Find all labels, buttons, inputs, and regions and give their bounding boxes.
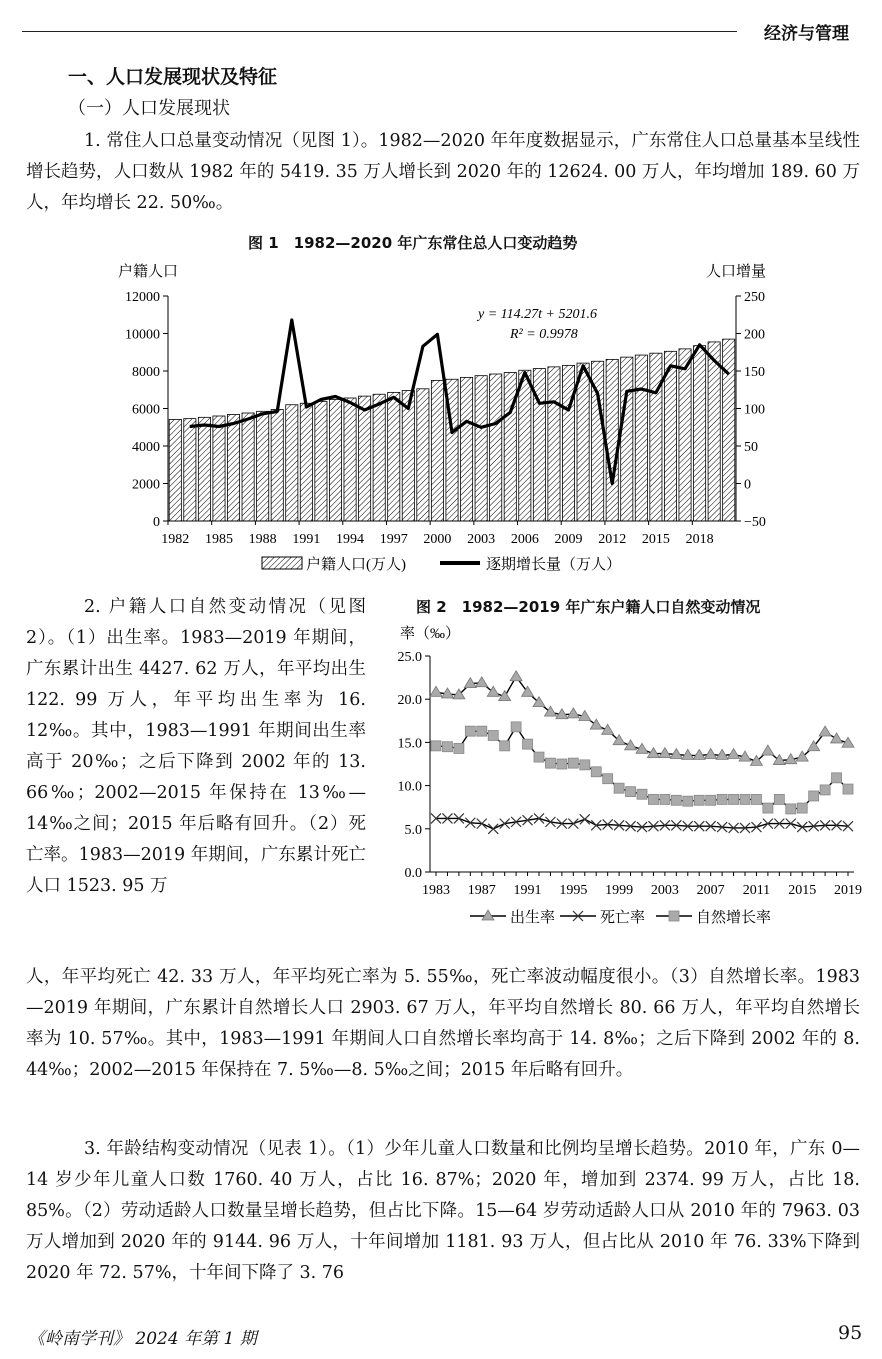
paragraph-3: 3. 年龄结构变动情况（见表 1）。（1）少年儿童人口数量和比例均呈增长趋势。2010 年，广东 0—14 岁少年儿童人口数 1760. 40 万人，占比 16. 87%；2020 年，增加到 2374. 99 万人，占比 18. 85%。（2）劳动适龄人口数量呈增长趋势，但占比下降。15—64 岁劳动适龄人口从 2010 年的 7963. 03 万人增加到 2020 年的 9144. 96 万人，十年间增加 1181. 93 万人，但占比从 2010 年 76. 33%下降到 2020 年 72. 57%，十年间下降了 3. 76 <box>26 1139 860 1283</box>
figure-1-bar <box>490 374 502 521</box>
figure-1-bar <box>475 376 487 521</box>
figure-1-bar <box>431 380 443 521</box>
paragraph-2-column: 2. 户籍人口自然变动情况（见图 2）。（1）出生率。1983—2019 年期间，广东累计出生 4427. 62 万人，年平均出生 122. 99 万人，年平均出生率为 16. 12‰。其中，1983—1991 年期间出生率高于 20‰；之后下降到 2002 年的 13. 66‰；2002—2015 年保持在 13‰—14‰之间；2015 年后略有回升。（2）死亡率。1983—2019 年期间，广东累计死亡人口 1523. 95 万 <box>26 597 366 896</box>
figure-1-bar <box>606 359 618 521</box>
figure-2-x-tick-label: 2007 <box>696 883 725 898</box>
birth-rate-point <box>728 748 740 758</box>
figure-1-bar <box>694 346 706 521</box>
figure-1-x-tick-label: 2003 <box>467 532 496 547</box>
figure-1-left-axis-label: 户籍人口 <box>118 264 179 280</box>
natural-growth-point <box>820 785 830 795</box>
figure-1-bar <box>227 415 239 522</box>
natural-growth-point <box>729 794 739 804</box>
footer-journal: 《岭南学刊》 2024 年第 1 期 <box>28 1329 257 1349</box>
figure-1-right-tick-label: 100 <box>744 402 765 418</box>
figure-1-bar <box>184 419 196 521</box>
figure-1-bar <box>213 416 225 521</box>
header-rule <box>22 31 737 32</box>
figure-1-x-tick-label: 1997 <box>379 532 408 547</box>
figure-1-x-tick-label: 2018 <box>685 532 714 547</box>
natural-growth-point <box>694 795 704 805</box>
natural-growth-point <box>843 784 853 794</box>
figure-1-bar <box>621 357 633 521</box>
natural-growth-point <box>442 742 452 752</box>
figure-1-x-tick-label: 1988 <box>248 532 277 547</box>
birth-rate-point <box>567 708 579 718</box>
natural-growth-point <box>763 803 773 813</box>
birth-rate-point <box>682 749 694 759</box>
natural-growth-point <box>488 730 498 740</box>
birth-rate-point <box>476 677 488 687</box>
birth-rate-point <box>705 748 717 758</box>
figure-2-y-tick-label: 25.0 <box>397 650 422 665</box>
birth-rate-point <box>762 745 774 755</box>
figure-1-left-tick-label: 6000 <box>132 402 160 418</box>
natural-growth-point <box>545 758 555 768</box>
birth-rate-point <box>487 686 499 696</box>
birth-rate-point <box>544 706 556 716</box>
figure-1-left-tick-label: 2000 <box>132 477 160 493</box>
figure-1-left-tick-label: 12000 <box>125 290 160 305</box>
paragraph-1: 1. 常住人口总量变动情况（见图 1）。1982—2020 年年度数据显示，广东常住人口总量基本呈线性增长趋势，人口数从 1982 年的 5419. 35 万人增长到 2020 年的 12624. 00 万人，年均增加 189. 60 万人，年均增长 22. 50‰。 <box>26 131 860 213</box>
figure-2-x-tick-label: 1983 <box>422 883 450 898</box>
death-rate-point <box>488 824 498 834</box>
figure-1-bar <box>504 373 516 522</box>
natural-growth-point <box>809 791 819 801</box>
figure-1-bar <box>679 349 691 521</box>
figure-2-series-square <box>431 722 853 814</box>
natural-growth-point <box>786 804 796 814</box>
natural-growth-point <box>832 773 842 783</box>
figure-1-bar <box>373 394 385 521</box>
figure-1-x-tick-label: 1994 <box>336 532 365 547</box>
figure-1-bar <box>562 365 574 521</box>
figure-1-left-tick-label: 0 <box>153 515 160 530</box>
birth-rate-point <box>602 724 614 734</box>
natural-growth-point <box>465 726 475 736</box>
figure-1-x-tick-label: 2015 <box>641 532 670 547</box>
figure-1-bar <box>577 363 589 521</box>
figure-2-y-tick-label: 15.0 <box>397 736 422 752</box>
figure-1-bar <box>650 353 662 521</box>
figure-1-legend-bar-swatch <box>262 557 302 569</box>
figure-1-legend-line-label: 逐期增长量（万人） <box>486 557 622 573</box>
figure-1-x-tick-label: 1991 <box>292 532 321 547</box>
figure-1-bar <box>519 370 531 521</box>
figure-2-legend <box>470 909 771 926</box>
figure-1-bar <box>169 419 181 521</box>
figure-2-x-tick-label: 1995 <box>559 883 588 898</box>
figure-1-bar <box>388 392 400 521</box>
figure-1-bar <box>359 396 371 521</box>
figure-1-bar <box>257 411 269 521</box>
natural-growth-point <box>683 796 693 806</box>
natural-growth-point <box>774 794 784 804</box>
natural-growth-point <box>557 759 567 769</box>
figure-2-y-tick-label: 0.0 <box>404 866 422 881</box>
figure-1-x-tick-label: 1982 <box>161 532 190 547</box>
figure-1-left-tick-label: 8000 <box>132 365 160 380</box>
figure-2-series-triangle <box>430 671 854 766</box>
figure-1-x-tick-label: 2006 <box>510 532 539 547</box>
legend-birth-marker <box>482 910 494 920</box>
natural-growth-point <box>740 794 750 804</box>
figure-1-regression-equation: y = 114.27t + 5201.6 <box>478 307 597 322</box>
figure-2-x-tick-label: 1999 <box>605 883 634 898</box>
death-rate-point <box>580 814 590 824</box>
figure-1-bar <box>723 339 735 521</box>
natural-growth-point <box>671 795 681 805</box>
figure-1-right-tick-label: 150 <box>744 365 765 380</box>
figure-2-y-tick-label: 5.0 <box>404 822 422 838</box>
figure-1-bar <box>315 401 327 521</box>
figure-1-bar <box>344 398 356 521</box>
natural-growth-point <box>637 789 647 799</box>
figure-1-bar <box>417 389 429 521</box>
natural-growth-point <box>454 743 464 753</box>
figure-2-axis-label: 率（‰） <box>400 626 461 642</box>
figure-2-x-tick-label: 1987 <box>467 883 496 898</box>
figure-1-bar <box>635 355 647 521</box>
legend-natural-label: 自然增长率 <box>696 910 772 926</box>
figure-1-x-tick-label: 2009 <box>554 532 583 547</box>
figure-1-bar <box>286 405 298 521</box>
journal-section-title: 经济与管理 <box>764 24 849 44</box>
natural-growth-point <box>523 739 533 749</box>
figure-1-bar <box>271 409 283 521</box>
birth-rate-point <box>522 686 534 696</box>
figure-1-bar <box>460 377 472 521</box>
figure-1-right-axis-label: 人口增量 <box>706 264 767 280</box>
figure-2-x-tick-label: 2015 <box>788 883 817 898</box>
natural-growth-point <box>534 752 544 762</box>
figure-2-y-tick-label: 10.0 <box>397 779 422 795</box>
figure-1-caption: 图 1 1982—2020 年广东常住总人口变动趋势 <box>248 234 578 252</box>
figure-2-x-tick-label: 2011 <box>742 883 771 898</box>
natural-growth-point <box>717 794 727 804</box>
figure-2-x-tick-label: 2019 <box>834 883 862 898</box>
figure-1-right-tick-label: 250 <box>744 290 765 305</box>
natural-growth-point <box>568 758 578 768</box>
figure-1-bar <box>548 367 560 521</box>
legend-death-label: 死亡率 <box>600 910 646 926</box>
figure-2-x-tick-label: 1991 <box>513 883 542 898</box>
figure-1-right-tick-label: 200 <box>744 327 765 343</box>
natural-growth-point <box>603 774 613 784</box>
birth-rate-point <box>716 749 728 759</box>
figure-2-x-tick-label: 2003 <box>650 883 679 898</box>
figure-1-growth-line <box>190 320 729 484</box>
figure-1-legend-bar-label: 户籍人口(万人) <box>306 557 406 573</box>
natural-growth-point <box>797 803 807 813</box>
figure-1-right-tick-label: 0 <box>744 477 751 493</box>
legend-natural-marker <box>669 911 679 921</box>
birth-rate-point <box>625 740 637 750</box>
figure-1-bar <box>242 413 254 521</box>
birth-rate-point <box>590 719 602 729</box>
figure-1-left-tick-label: 4000 <box>132 440 160 455</box>
birth-rate-point <box>430 686 442 696</box>
natural-growth-point <box>500 741 510 751</box>
birth-rate-point <box>831 733 843 743</box>
page-number: 95 <box>838 1322 863 1344</box>
section-heading: 一、人口发展现状及特征 <box>68 66 278 88</box>
figure-2-series-cross <box>431 813 853 833</box>
birth-rate-point <box>693 749 705 759</box>
natural-growth-point <box>431 741 441 751</box>
legend-birth-label: 出生率 <box>510 910 556 926</box>
figure-1-r-squared: R² = 0.9978 <box>510 327 578 342</box>
birth-rate-point <box>659 748 671 758</box>
natural-growth-point <box>706 795 716 805</box>
figure-2-y-tick-label: 20.0 <box>397 693 422 709</box>
natural-growth-point <box>648 794 658 804</box>
figure-1-right-tick-label: 50 <box>744 440 758 455</box>
natural-growth-point <box>477 726 487 736</box>
figure-1-x-tick-label: 2000 <box>423 532 452 547</box>
natural-growth-point <box>580 760 590 770</box>
natural-growth-point <box>660 794 670 804</box>
birth-rate-point <box>819 726 831 736</box>
natural-growth-point <box>614 783 624 793</box>
figure-1-bar <box>198 417 210 521</box>
figure-1-right-tick-label: −50 <box>744 515 766 530</box>
figure-1-bar <box>329 400 341 522</box>
figure-1-x-tick-label: 2012 <box>598 532 627 547</box>
figure-1-bar <box>708 342 720 521</box>
figure-2-chart <box>380 620 870 935</box>
paragraph-2-continued: 人，年平均死亡 42. 33 万人，年平均死亡率为 5. 55‰，死亡率波动幅度很小。（3）自然增长率。1983—2019 年期间，广东累计自然增长人口 2903. 67 万人，年平均自然增长 80. 66 万人，年平均自然增长率为 10. 57‰。其中，1983—1991 年期间人口自然增长率均高于 14. 8‰；之后下降到 2002 年的 8. 44‰；2002—2015 年保持在 7. 5‰—8. 5‰之间；2015 年后略有回升。 <box>26 967 860 1080</box>
figure-1-x-tick-label: 1985 <box>204 532 233 547</box>
natural-growth-point <box>591 767 601 777</box>
figure-1-chart <box>100 256 800 581</box>
natural-growth-point <box>626 787 636 797</box>
natural-growth-point <box>751 794 761 804</box>
figure-2-caption: 图 2 1982—2019 年广东户籍人口自然变动情况 <box>416 598 761 616</box>
figure-1-bar <box>300 403 312 521</box>
subsection-heading: （一）人口发展现状 <box>68 98 230 119</box>
birth-rate-point <box>510 671 522 681</box>
natural-growth-point <box>511 722 521 732</box>
figure-1-left-tick-label: 10000 <box>125 327 160 343</box>
